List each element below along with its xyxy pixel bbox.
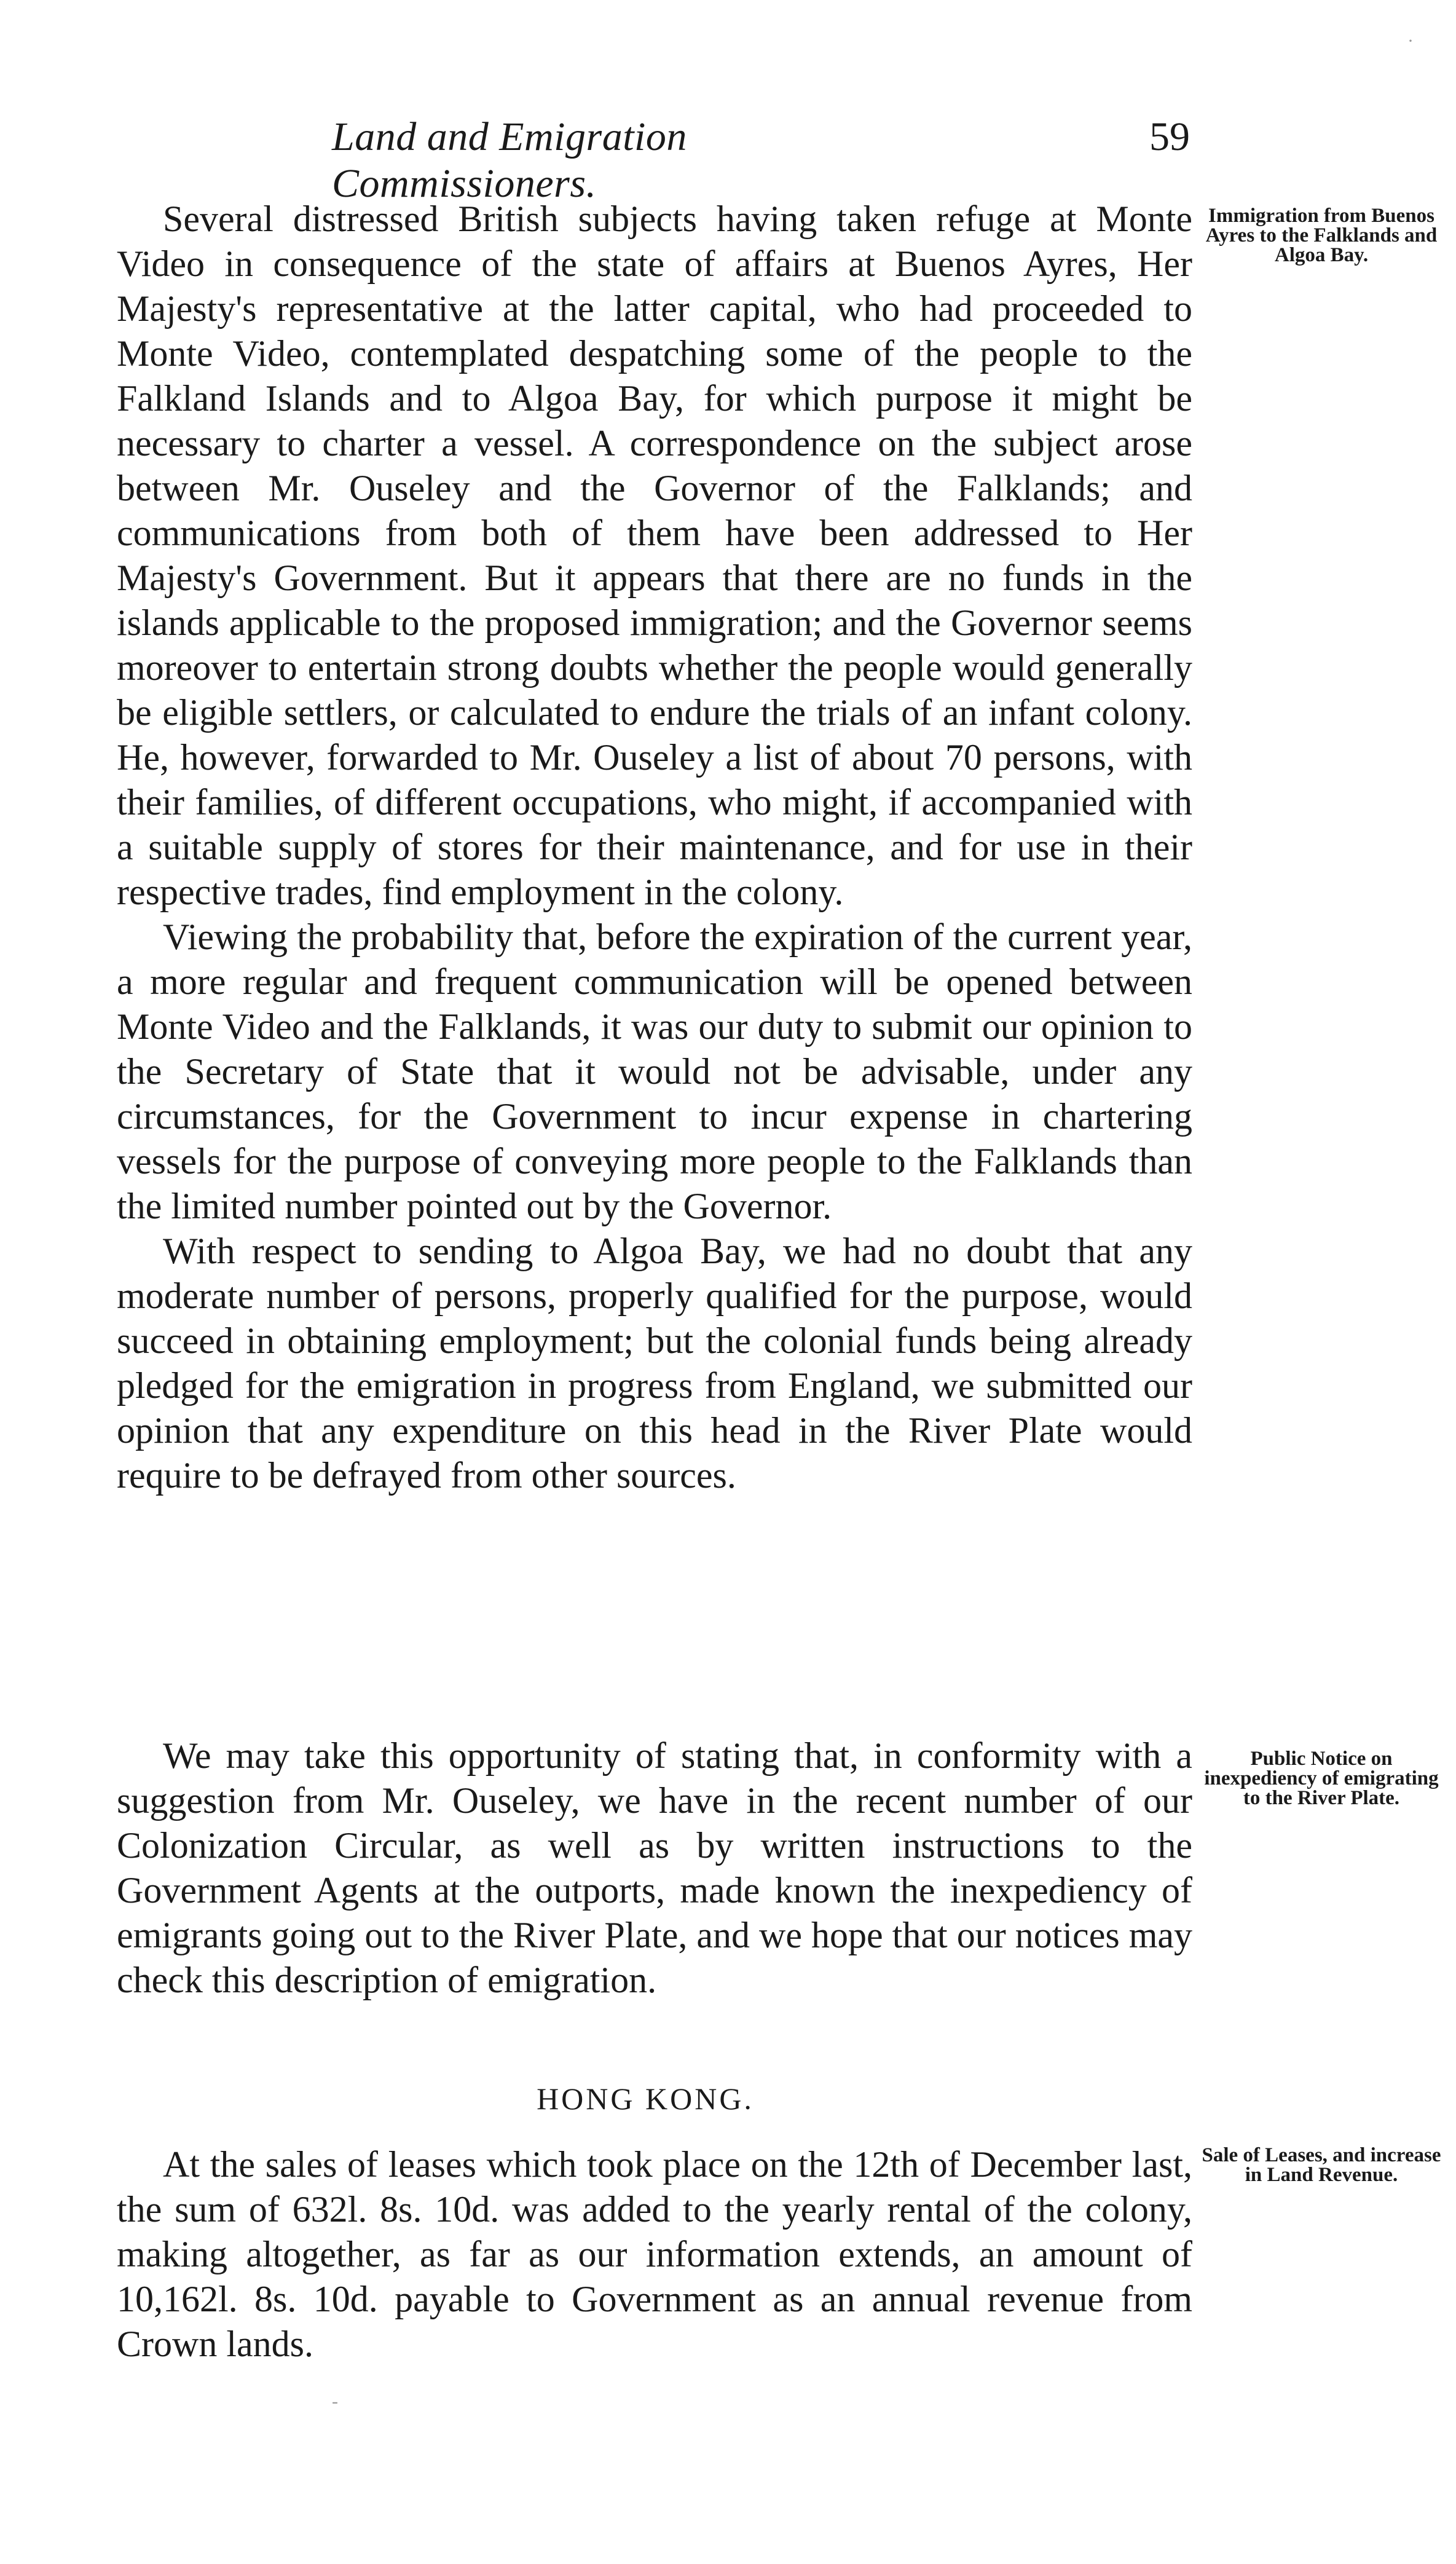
river-plate-text-block [117,1734,1192,2003]
running-title: Land and Emigration Commissioners. [332,114,687,206]
sidenote-public-notice: Public Notice on inexpediency of emigrating to the River Plate. [1204,1748,1439,1809]
paragraph-communication: Viewing the probability that, before the expiration of the current year, a more regular and frequent communication will be opened between Monte Video and the Falklands, it was our duty to submit our opinion to the Secretary of State that it would not be advisable, under any circumstances, for the Government to incur expense in chartering vessels for the purpose of conveying more people to the Falklands than the limited number pointed out by the Governor. [117,917,1192,1226]
paragraph-immigration: Several distressed British subjects having taken refuge at Monte Video in consequence of the state of affairs at Buenos Ayres, Her Majesty's representative at the latter capital, who had proceeded to Monte Video, contemplated despatching some of the people to the Falkland Islands and to Algoa Bay, for which purpose it might be necessary to charter a vessel. A correspondence on the subject arose between Mr. Ouseley and the Governor of the Falklands; and communications from both of them have been addressed to Her Majesty's Government. But it appears that there are no funds in the islands applicable to the proposed immigration; and the Governor seems moreover to entertain strong doubts whether the people would generally be eligible settlers, or calculated to endure the trials of an infant colony. He, however, forwarded to Mr. Ouseley a list of about 70 persons, with their families, of different occupations, who might, if accompanied with a suitable supply of stores for their maintenance, and for use in their respective trades, find employment in the colony. [117,199,1192,912]
paragraph-sale-of-leases: At the sales of leases which took place on the 12th of December last, the sum of 632l. 8s. 10d. was added to the yearly rental of the colony, making altogether, as far as our information extends, an amount of 10,162l. 8s. 10d. payable to Government as an annual revenue from Crown lands. [117,2144,1192,2364]
sidenote-immigration: Immigration from Buenos Ayres to the Falklands and Algoa Bay. [1205,205,1438,266]
section-heading-hong-kong: HONG KONG. [537,2081,754,2116]
paragraph-public-notice: We may take this opportunity of stating that, in conformity with a suggestion from Mr. Ouseley, we have in the recent number of our Colonization Circular, as well as by written instructions to the Government Agents at the outports, made known the inexpediency of emigrants going out to the River Plate, and we hope that our notices may check this description of emigration. [117,1735,1192,2000]
page-number: 59 [1149,114,1190,159]
hong-kong-text-block [117,2142,1192,2367]
falklands-text-block [117,197,1192,1498]
ink-speck-decoration: · [1407,31,1414,51]
sidenote-sale-of-leases: Sale of Leases, and increase in Land Revenue. [1202,2144,1441,2186]
paragraph-algoa-bay: With respect to sending to Algoa Bay, we had no doubt that any moderate number of persons, properly qualified for the purpose, would succeed in obtaining employment; but the colonial funds being already pledged for the emigration in progress from England, we submitted our opinion that any expenditure on this head in the River Plate would require to be defrayed from other sources. [117,1231,1192,1496]
ink-speck-decoration: - [332,2391,338,2412]
